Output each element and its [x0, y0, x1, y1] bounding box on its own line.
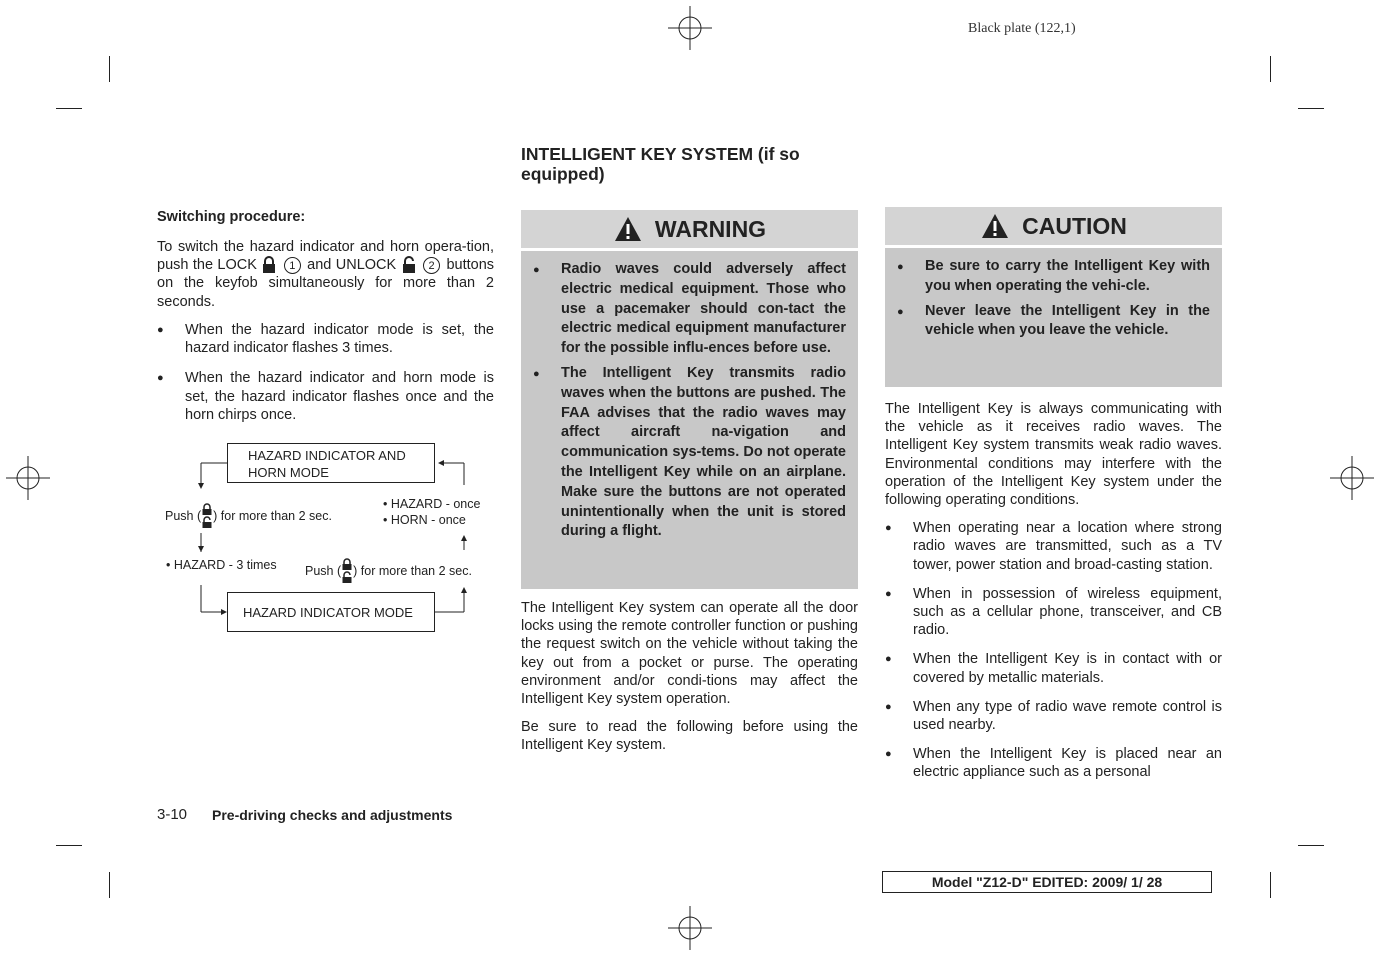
hazard-once-label: • HAZARD - once	[383, 497, 481, 511]
push-text-pre: Push (	[305, 564, 342, 578]
list-item: ● When in possession of wireless equipment, such as a cellular phone, transceiver, and CB radio.	[885, 585, 1222, 640]
diagram-arrows	[190, 455, 480, 625]
list-item: ● When the Intelligent Key is placed near an electric appliance such as a personal	[885, 745, 1222, 781]
switching-procedure-heading: Switching procedure:	[157, 209, 306, 225]
paragraph: The Intelligent Key system can operate all the door locks using the remote controller function or pushing the request switch on the vehicle without taking the key out from a pocket or purse. The operating environment and/or condi-tions may affect the Intelligent Key system operation.	[521, 600, 858, 708]
list-item: ● Never leave the Intelligent Key in the vehicle when you leave the vehicle.	[897, 302, 1210, 342]
plate-label: Black plate (122,1)	[968, 21, 1076, 36]
list-item: ● When the hazard indicator mode is set, the hazard indicator flashes 3 times.	[157, 321, 494, 357]
list-item: ● When the Intelligent Key is in contact with or covered by metallic materials.	[885, 650, 1222, 686]
unlock-icon	[401, 256, 417, 274]
registration-mark-bottom	[668, 906, 712, 950]
registration-mark-left	[6, 456, 50, 500]
intro-text-2: and UNLOCK	[307, 257, 397, 274]
caution-triangle-icon	[980, 212, 1010, 240]
switching-intro	[157, 238, 494, 311]
lock-unlock-icon	[201, 503, 213, 529]
caution-body	[897, 257, 1210, 346]
horn-once-label: • HORN - once	[383, 513, 466, 527]
push-unlock-instruction	[305, 558, 472, 584]
callout-2: 2	[423, 257, 440, 274]
list-item: ● When operating near a location where strong radio waves are transmitted, such as a TV tower, power station and broad-casting station.	[885, 519, 1222, 574]
lock-unlock-icon	[341, 558, 353, 584]
list-item: ● When any type of radio wave remote control is used nearby.	[885, 698, 1222, 734]
section-title: INTELLIGENT KEY SYSTEM (if so equipped)	[521, 144, 800, 184]
warning-body	[533, 260, 846, 547]
warning-panel	[521, 210, 858, 589]
warning-header	[521, 210, 858, 251]
push-text-post: ) for more than 2 sec.	[213, 509, 332, 523]
caution-heading: CAUTION	[1022, 212, 1127, 239]
list-item: ● The Intelligent Key transmits radio waves when the buttons are pushed. The FAA advises that the radio waves may affect aircraft na-vigation and communication sys-tems. Do not operate the Intelligent Key while on an airplane. Make sure the buttons are not operated unintentionally when the unit is stored during a flight.	[533, 364, 846, 542]
callout-1: 1	[284, 257, 301, 274]
right-text	[885, 400, 1222, 793]
page-number: 3-10	[157, 806, 188, 823]
middle-text	[521, 599, 858, 765]
warning-triangle-icon	[613, 215, 643, 243]
lock-icon	[261, 256, 277, 274]
push-text-pre: Push (	[165, 509, 202, 523]
model-edit-box: Model "Z12-D" EDITED: 2009/ 1/ 28	[882, 871, 1212, 893]
section-name: Pre-driving checks and adjustments	[212, 807, 453, 823]
warning-heading: WARNING	[654, 215, 767, 242]
paragraph: The Intelligent Key is always communicating with the vehicle as it receives radio waves. The Intelligent Key system transmits weak radio waves. Environmental conditions may interfere with the operation of the Intelligent Key system under the following operating conditions.	[885, 401, 1222, 509]
list-item: ● When the hazard indicator and horn mode is set, the hazard indicator flashes once and the horn chirps once.	[157, 369, 494, 424]
registration-mark-right	[1330, 456, 1374, 500]
paragraph: Be sure to read the following before using the Intelligent Key system.	[521, 719, 858, 754]
hazard-3-times-label: • HAZARD - 3 times	[166, 558, 277, 572]
caution-panel	[885, 207, 1222, 387]
intro-text-1: To switch the hazard indicator and horn opera-tion, push the LOCK	[157, 239, 494, 274]
box-line-1: HAZARD INDICATOR AND	[248, 448, 406, 463]
list-item: ● Be sure to carry the Intelligent Key with you when operating the vehi-cle.	[897, 257, 1210, 297]
left-bullet-list	[157, 321, 494, 435]
hazard-indicator-mode-box: HAZARD INDICATOR MODE	[227, 592, 435, 632]
push-text-post: ) for more than 2 sec.	[353, 564, 472, 578]
push-lock-instruction	[165, 503, 332, 529]
caution-header	[885, 207, 1222, 248]
box-line-2: HORN MODE	[248, 465, 329, 480]
list-item: ● Radio waves could adversely affect electric medical equipment. Those who use a pacemaker should con-tact the electric medical equipment manufacturer for the possible influ-ences before use.	[533, 260, 846, 359]
registration-mark-top	[668, 6, 712, 50]
intro-text-3: buttons on the keyfob simultaneously for more than 2 seconds.	[157, 257, 495, 310]
